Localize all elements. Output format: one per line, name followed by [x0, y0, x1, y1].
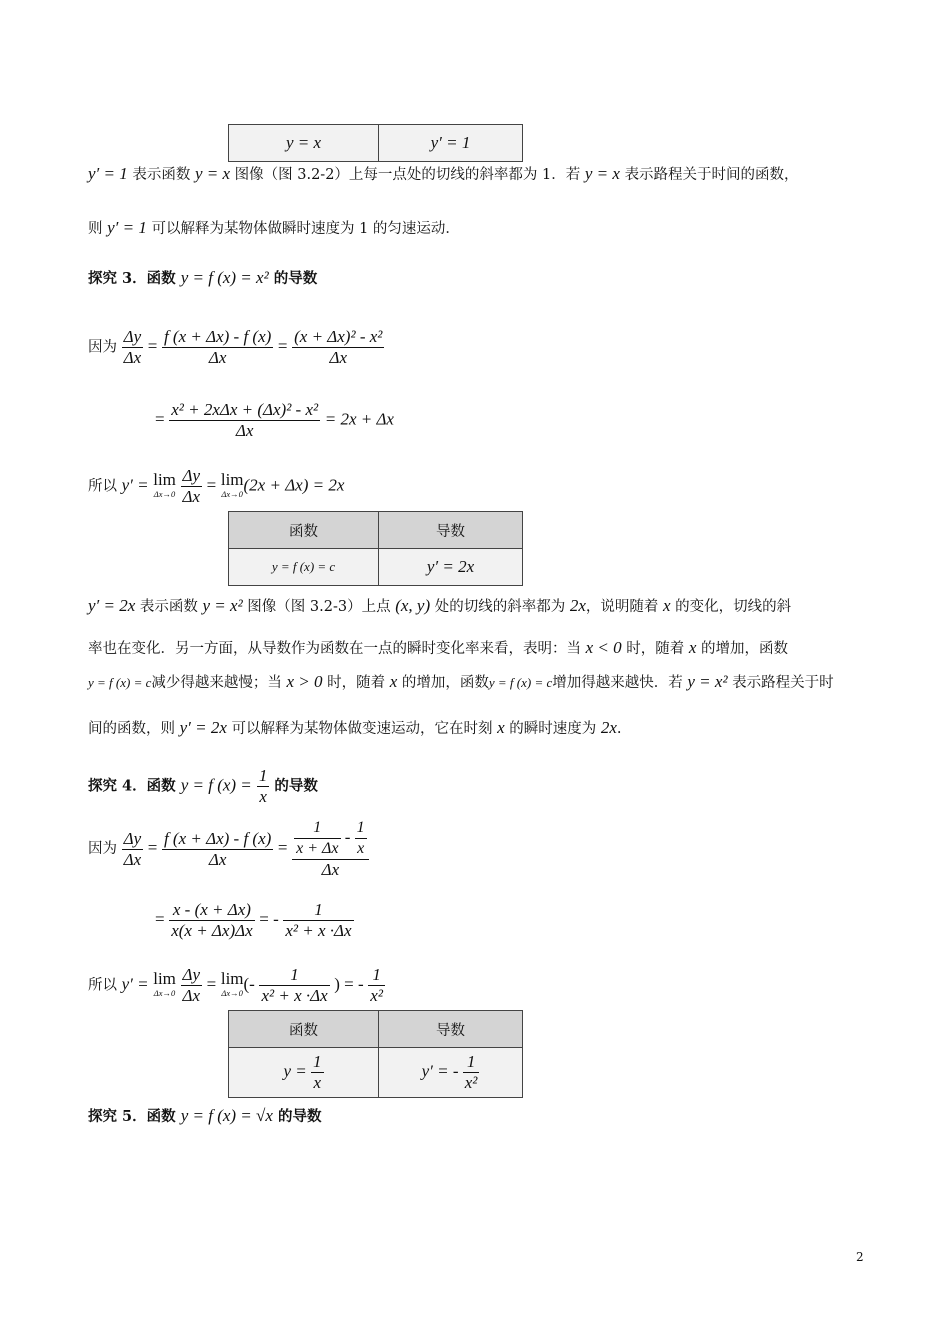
- section4-derivation-2: = $\frac{x - (x + \Delta x)}{x(x + \Delta x)\Delta x}$ = - $\frac{1}{\text{x² + x ·Δx}}$: [155, 900, 352, 940]
- table2-header-derivative: 导数: [379, 512, 523, 549]
- compound-fraction: $\frac{1}{x + \Delta x}$ - $\frac{1}{x}$ Δx: [292, 818, 369, 880]
- table-derivative-reciprocal: [228, 1010, 523, 1098]
- fraction: $\frac{1}{\text{x² + x ·Δx}}$: [261, 965, 328, 1005]
- table1-derivative-cell: y′ = 1: [379, 125, 523, 162]
- fraction: $\frac{x - (x + \Delta x)}{x(x + \Delta x)\Delta x}$: [171, 900, 253, 940]
- fraction: $\frac{\text{x² + 2xΔx + (Δx)² - x²}}{\Delta x}$: [171, 400, 319, 440]
- table3-function-cell: y = $\frac{1}{x}$: [229, 1048, 379, 1098]
- fraction: $\frac{f (x + \Delta x) - f (x)}{\Delta x}$: [163, 327, 272, 367]
- page-number: 2: [856, 1250, 864, 1264]
- table3-derivative-cell: y′ = - $\frac{1}{\text{x²}}$: [379, 1048, 523, 1098]
- fraction: $\frac{1}{\text{x² + x ·Δx}}$: [285, 900, 352, 940]
- fraction: $\frac{1}{\text{x²}}$: [370, 965, 383, 1005]
- section3-limit: 所以 y′ = lim Δx→0 $\frac{\Delta y}{\Delta x}$ = lim Δx→0 (2x + Δx) = 2x: [88, 466, 345, 506]
- para1-line1: y′ = 1 表示函数 y = x 图像（图 3.2-2）上每一点处的切线的斜率都为 1．若 y = x 表示路程关于时间的函数，: [88, 164, 799, 183]
- section3-heading: 探究 3．函数 y = f (x) = x² 的导数: [88, 268, 318, 287]
- para2-line4: 间的函数，则 y′ = 2x 可以解释为某物体做变速运动，它在时刻 x 的瞬时速度为 2x.: [88, 718, 622, 737]
- para2-line1: y′ = 2x 表示函数 y = x² 图像（图 3.2-3）上点 (x, y) 处的切线的斜率都为 2x，说明随着 x 的变化，切线的斜: [88, 596, 792, 615]
- fraction: $\frac{1}{x}$: [258, 766, 268, 806]
- fraction: $\frac{f (x + \Delta x) - f (x)}{\Delta x}$: [163, 828, 272, 869]
- table2-header-function: 函数: [229, 512, 379, 549]
- table-derivative-linear: [228, 124, 523, 162]
- table2-derivative-cell: y′ = 2x: [379, 549, 523, 586]
- fraction: $\frac{\Delta y}{\Delta x}$: [123, 327, 142, 367]
- para2-line2: 率也在变化．另一方面，从导数作为函数在一点的瞬时变化率来看，表明：当 x < 0 时，随着 x 的增加，函数: [88, 638, 789, 657]
- section3-derivation-2: = $\frac{\text{x² + 2xΔx + (Δx)² - x²}}{\Delta x}$ = 2x + Δx: [155, 400, 394, 440]
- table2-function-cell: y = f (x) = c: [229, 549, 379, 586]
- section4-derivation-1: 因为 $\frac{\Delta y}{\Delta x}$ = $\frac{f (x + \Delta x) - f (x)}{\Delta x}$ = $\frac{1}{x + \Delta x}$ - $\frac{1}{x}$ Δx: [88, 818, 369, 880]
- table3-header-function: 函数: [229, 1011, 379, 1048]
- para1-line2: 则 y′ = 1 可以解释为某物体做瞬时速度为 1 的匀速运动．: [88, 218, 460, 237]
- section3-derivation-1: 因为 $\frac{\Delta y}{\Delta x}$ = $\frac{f (x + \Delta x) - f (x)}{\Delta x}$ = $\frac{\text{(x + Δx)² - x²}}{\Delta x}$: [88, 327, 383, 367]
- table1-function-cell: y = x: [229, 125, 379, 162]
- para2-line3: y = f (x) = c减少得越来越慢；当 x > 0 时，随着 x 的增加，函数y = f (x) = c增加得越来越快．若 y = x² 表示路程关于时: [88, 672, 834, 691]
- section5-heading: 探究 5．函数 y = f (x) = √x 的导数: [88, 1106, 322, 1125]
- fraction: $\frac{\Delta y}{\Delta x}$: [182, 466, 201, 506]
- section4-limit: 所以 y′ = lim Δx→0 $\frac{\Delta y}{\Delta x}$ = lim Δx→0 (- $\frac{1}{\text{x² + x ·Δx}}$ ) = - $\frac{1}{\text{x²}}$: [88, 965, 383, 1005]
- fraction: $\frac{\Delta y}{\Delta x}$: [123, 828, 142, 869]
- fraction: $\frac{\Delta y}{\Delta x}$: [182, 965, 201, 1005]
- section4-heading: 探究 4．函数 y = f (x) = $\frac{1}{x}$ 的导数: [88, 766, 318, 806]
- table3-header-derivative: 导数: [379, 1011, 523, 1048]
- fraction: $\frac{\text{(x + Δx)² - x²}}{\Delta x}$: [294, 327, 383, 367]
- table-derivative-square: [228, 511, 523, 586]
